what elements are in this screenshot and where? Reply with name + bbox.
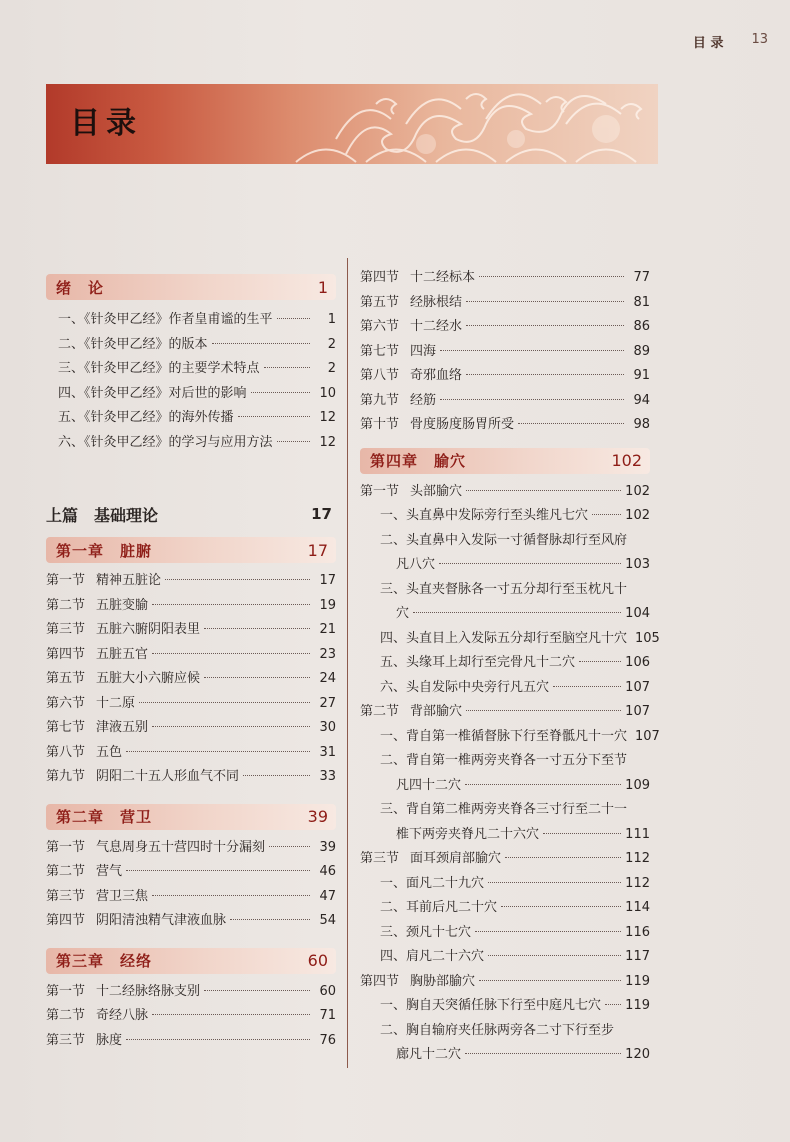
entry-title: 三、《针灸甲乙经》的主要学术特点: [58, 361, 260, 376]
toc-entry[interactable]: [46, 765, 336, 790]
dot-leader: [152, 1014, 310, 1015]
toc-entry[interactable]: [360, 266, 650, 291]
section-number: 第六节: [46, 695, 86, 711]
chapter-2-heading[interactable]: [46, 804, 336, 830]
section-number: 第八节: [46, 744, 86, 760]
dot-leader: [479, 276, 624, 277]
entry-page: 17: [319, 573, 336, 588]
column-divider: [347, 258, 348, 1068]
left-column: [46, 274, 336, 1053]
entry-page: 19: [319, 597, 336, 613]
chapter-2-list: [46, 836, 336, 934]
dot-leader: [440, 350, 624, 351]
toc-entry[interactable]: [46, 980, 336, 1005]
entry-page: 89: [633, 343, 650, 359]
entry-page: 12: [319, 434, 336, 450]
toc-subentry[interactable]: [360, 896, 650, 921]
page-number: 13: [751, 32, 768, 47]
entry-title: 营气: [96, 864, 123, 879]
dot-leader: [251, 392, 310, 393]
dot-leader: [466, 374, 624, 375]
entry-page: 39: [319, 839, 336, 855]
entry-title: 阴阳清浊精气津液血脉: [96, 913, 227, 928]
dot-leader: [543, 833, 621, 834]
toc-subentry-continued[interactable]: [360, 602, 650, 627]
dot-leader: [277, 441, 310, 442]
entry-page: 27: [319, 695, 336, 711]
toc-subentry[interactable]: [46, 333, 336, 358]
section-number: 第五节: [360, 294, 400, 310]
toc-entry[interactable]: [46, 594, 336, 619]
section-number: 第八节: [360, 368, 400, 383]
dot-leader: [126, 870, 310, 871]
chapter-page: 102: [611, 451, 642, 470]
entry-title: 五色: [96, 744, 123, 760]
entry-page: 103: [625, 557, 650, 572]
toc-entry[interactable]: [46, 716, 336, 741]
entry-title: 一、《针灸甲乙经》作者皇甫谧的生平: [58, 312, 273, 327]
entry-page: 76: [319, 1032, 336, 1048]
toc-entry[interactable]: [360, 389, 650, 414]
chapter-4-heading[interactable]: [360, 448, 650, 474]
toc-subentry[interactable]: [46, 308, 336, 333]
dot-leader: [152, 726, 310, 727]
entry-page: 2: [327, 361, 336, 376]
dot-leader: [439, 563, 621, 564]
entry-title: 十二经标本: [410, 270, 476, 285]
entry-title: 经筋: [410, 392, 437, 408]
toc-subentry[interactable]: [360, 651, 650, 676]
dot-leader: [605, 1004, 621, 1005]
entry-title: 三、头直夹督脉各一寸五分却行至玉枕凡十: [380, 581, 628, 597]
chapter-title: 第二章 营卫: [56, 808, 153, 826]
section-number: 第二节: [360, 704, 400, 719]
dot-leader: [440, 399, 624, 400]
section-number: 第四节: [46, 913, 86, 928]
entry-page: 111: [625, 826, 650, 842]
toc-subentry-continued[interactable]: [360, 553, 650, 578]
entry-page: 86: [633, 319, 650, 334]
section-page: 107: [625, 704, 650, 719]
dot-leader: [592, 514, 621, 515]
entry-title: 五、《针灸甲乙经》的海外传播: [58, 410, 234, 425]
toc-entry[interactable]: [360, 315, 650, 340]
toc-subentry[interactable]: [46, 357, 336, 382]
running-head: [693, 32, 768, 51]
section-number: 第一节: [46, 839, 86, 855]
entry-page: 102: [625, 508, 650, 523]
chapter-1-heading[interactable]: [46, 537, 336, 563]
entry-title: 四海: [410, 343, 437, 359]
section-title: 胸胁部腧穴: [410, 973, 476, 989]
chapter-page: 60: [307, 951, 328, 970]
section-title: 头部腧穴: [410, 483, 463, 499]
dot-leader: [269, 846, 310, 847]
toc-subentry[interactable]: [46, 431, 336, 456]
toc-subentry[interactable]: [46, 406, 336, 431]
chapter-title: 第三章 经络: [56, 952, 153, 970]
section-number: 第二节: [46, 1008, 86, 1023]
toc-subentry[interactable]: [360, 578, 650, 603]
dot-leader: [518, 423, 624, 424]
entry-title-continued: 凡四十二穴: [396, 777, 462, 793]
section-number: 第六节: [360, 319, 400, 334]
section-number: 第十节: [360, 417, 400, 432]
section-number: 第四节: [360, 973, 400, 989]
section-number: 第四节: [360, 270, 400, 285]
entry-page: 98: [633, 417, 650, 432]
entry-title: 一、胸自天突循任脉下行至中庭凡七穴: [380, 998, 602, 1013]
section-number: 第一节: [46, 983, 86, 999]
entry-page: 105: [635, 630, 660, 646]
section-number: 第二节: [46, 597, 86, 613]
section-number: 第三节: [46, 888, 86, 904]
dot-leader: [466, 325, 624, 326]
part-page: 17: [311, 505, 332, 523]
toc-entry[interactable]: [46, 885, 336, 910]
entry-page: 46: [319, 864, 336, 879]
entry-title: 四、肩凡二十六穴: [380, 949, 485, 964]
section-title: 面耳颈肩部腧穴: [410, 851, 502, 866]
toc-entry[interactable]: [46, 836, 336, 861]
toc-subentry[interactable]: [360, 749, 650, 774]
section-number: 第二节: [46, 864, 86, 879]
entry-title: 二、耳前后凡二十穴: [380, 900, 498, 915]
toc-subentry[interactable]: [360, 676, 650, 701]
toc-entry[interactable]: [46, 569, 336, 594]
toc-entry[interactable]: [46, 1004, 336, 1029]
entry-page: 33: [319, 769, 336, 784]
dot-leader: [230, 919, 310, 920]
entry-page: 114: [625, 900, 650, 915]
entry-page: 81: [633, 294, 650, 310]
toc-section[interactable]: [360, 700, 650, 725]
entry-page: 107: [625, 679, 650, 695]
dot-leader: [466, 301, 624, 302]
toc-section[interactable]: [360, 970, 650, 995]
right-column: [360, 266, 660, 1068]
section-page: 112: [625, 851, 650, 866]
section-2-list: [360, 725, 660, 848]
chapter-page: 39: [307, 807, 328, 826]
toc-subentry[interactable]: [360, 798, 650, 823]
entry-title: 三、背自第二椎两旁夹脊各三寸行至二十一: [380, 802, 628, 817]
section-number: 第九节: [46, 769, 86, 784]
intro-heading[interactable]: [46, 274, 336, 300]
chapter-3-list: [46, 980, 336, 1054]
section-number: 第三节: [46, 1032, 86, 1048]
dot-leader: [465, 784, 621, 785]
toc-section[interactable]: [360, 847, 650, 872]
chapter-1-list: [46, 569, 336, 790]
section-4-list: [360, 994, 650, 1068]
intro-list: [46, 308, 336, 455]
entry-page: 2: [327, 336, 336, 352]
entry-page: 119: [625, 998, 650, 1013]
entry-page: 104: [625, 606, 650, 621]
entry-title: 十二经水: [410, 319, 463, 334]
entry-title: 一、面凡二十九穴: [380, 875, 485, 891]
toc-subentry[interactable]: [360, 945, 650, 970]
toc-subentry[interactable]: [360, 725, 660, 750]
entry-title: 一、背自第一椎循督脉下行至脊骶凡十一穴: [380, 728, 628, 744]
dot-leader: [466, 490, 621, 491]
part-title: 上篇 基础理论: [46, 505, 159, 525]
toc-subentry[interactable]: [360, 1019, 650, 1044]
toc-entry[interactable]: [360, 413, 650, 438]
chapter-page: 17: [307, 540, 328, 560]
dot-leader: [501, 906, 621, 907]
entry-page: 120: [625, 1047, 650, 1062]
entry-page: 54: [319, 913, 336, 928]
section-number: 第三节: [46, 622, 86, 637]
entry-title: 二、背自第一椎两旁夹脊各一寸五分下至节: [380, 753, 628, 768]
entry-page: 106: [625, 655, 650, 670]
dot-leader: [466, 710, 621, 711]
dot-leader: [126, 1039, 310, 1040]
section-number: 第三节: [360, 851, 400, 866]
section-title: 背部腧穴: [410, 704, 463, 719]
toc-entry[interactable]: [46, 618, 336, 643]
entry-title: 二、《针灸甲乙经》的版本: [58, 336, 208, 352]
section-page: 102: [625, 483, 650, 499]
entry-page: 77: [633, 270, 650, 285]
entry-title: 脉度: [96, 1032, 123, 1048]
entry-page: 117: [625, 949, 650, 964]
dot-leader: [479, 980, 621, 981]
dot-leader: [277, 318, 310, 319]
dot-leader: [152, 653, 310, 654]
entry-title: 五脏五官: [96, 646, 149, 662]
section-3-list: [360, 872, 650, 970]
entry-page: 107: [635, 728, 660, 744]
toc-subentry[interactable]: [360, 872, 650, 897]
toc-subentry-continued[interactable]: [360, 774, 650, 799]
toc-entry[interactable]: [360, 364, 650, 389]
section-number: 第七节: [46, 720, 86, 735]
dot-leader: [579, 661, 621, 662]
toc-entry[interactable]: [46, 692, 336, 717]
toc-subentry-continued[interactable]: [360, 823, 650, 848]
entry-page: 21: [319, 622, 336, 637]
dot-leader: [212, 343, 310, 344]
entry-title: 津液五别: [96, 720, 149, 735]
entry-title: 十二原: [96, 695, 136, 711]
section-number: 第九节: [360, 392, 400, 408]
chapter-title: 第四章 腧穴: [370, 452, 467, 470]
toc-subentry[interactable]: [360, 529, 650, 554]
title-banner: [46, 84, 658, 164]
section-number: 第七节: [360, 343, 400, 359]
entry-page: 31: [319, 744, 336, 760]
entry-page: 112: [625, 875, 650, 891]
entry-title-continued: 穴: [396, 606, 410, 621]
chapter-title: 第一章 脏腑: [56, 541, 153, 560]
toc-section[interactable]: [360, 480, 650, 505]
entry-title: 一、头直鼻中发际旁行至头维凡七穴: [380, 508, 589, 523]
running-head-title: 目 录: [692, 36, 724, 51]
dot-leader: [139, 702, 310, 703]
dot-leader: [204, 628, 310, 629]
intro-heading-page: 1: [317, 277, 328, 297]
dot-leader: [238, 416, 310, 417]
toc-entry[interactable]: [360, 340, 650, 365]
entry-title: 四、《针灸甲乙经》对后世的影响: [58, 385, 247, 401]
dot-leader: [204, 677, 310, 678]
part-heading[interactable]: [46, 501, 336, 527]
section-1-list: [360, 504, 660, 700]
toc-entry[interactable]: [46, 909, 336, 934]
entry-page: 23: [319, 646, 336, 662]
entry-title: 四、头直目上入发际五分却行至脑空凡十穴: [380, 630, 628, 646]
entry-title: 六、《针灸甲乙经》的学习与应用方法: [58, 434, 273, 450]
entry-page: 60: [319, 983, 336, 999]
toc-subentry[interactable]: [360, 921, 650, 946]
toc-subentry[interactable]: [360, 627, 660, 652]
entry-title-continued: 椎下两旁夹脊凡二十六穴: [396, 826, 540, 842]
section-number: 第四节: [46, 646, 86, 662]
entry-page: 30: [319, 720, 336, 735]
entry-title: 三、颈凡十七穴: [380, 924, 472, 940]
toc-entry[interactable]: [46, 667, 336, 692]
entry-page: 116: [625, 924, 650, 940]
entry-page: 1: [327, 312, 336, 327]
section-number: 第五节: [46, 671, 86, 686]
dot-leader: [204, 990, 310, 991]
entry-title-continued: 廊凡十二穴: [396, 1047, 462, 1062]
dot-leader: [488, 955, 621, 956]
toc-entry[interactable]: [46, 860, 336, 885]
entry-title: 二、头直鼻中入发际一寸循督脉却行至风府: [380, 532, 628, 548]
dot-leader: [243, 775, 310, 776]
entry-title: 奇邪血络: [410, 368, 463, 383]
entry-title: 五、头缘耳上却行至完骨凡十二穴: [380, 655, 576, 670]
dot-leader: [413, 612, 621, 613]
dot-leader: [264, 367, 310, 368]
toc-subentry[interactable]: [360, 994, 650, 1019]
dot-leader: [505, 857, 621, 858]
entry-title: 精神五脏论: [96, 573, 162, 588]
dot-leader: [126, 751, 310, 752]
dot-leader: [152, 895, 310, 896]
dot-leader: [165, 579, 310, 580]
entry-title: 五脏变腧: [96, 597, 149, 613]
dot-leader: [152, 604, 310, 605]
entry-page: 109: [625, 777, 650, 793]
entry-title: 二、胸自输府夹任脉两旁各二寸下行至步: [380, 1022, 615, 1038]
entry-title: 阴阳二十五人形血气不同: [96, 769, 240, 784]
intro-heading-title: 绪 论: [56, 278, 105, 297]
toc-entry[interactable]: [46, 1029, 336, 1054]
section-number: 第一节: [360, 483, 400, 499]
entry-page: 47: [319, 888, 336, 904]
entry-title-continued: 凡八穴: [396, 557, 436, 572]
entry-page: 91: [633, 368, 650, 383]
dot-leader: [488, 882, 621, 883]
dot-leader: [553, 686, 621, 687]
entry-title: 十二经脉络脉支别: [96, 983, 201, 999]
dot-leader: [475, 931, 621, 932]
toc-entry[interactable]: [46, 643, 336, 668]
entry-title: 五脏大小六腑应候: [96, 671, 201, 686]
entry-page: 10: [319, 385, 336, 401]
entry-page: 12: [319, 410, 336, 425]
entry-title: 五脏六腑阴阳表里: [96, 622, 201, 637]
section-number: 第一节: [46, 573, 86, 588]
toc-subentry[interactable]: [360, 504, 650, 529]
chapter-3-heading[interactable]: [46, 948, 336, 974]
toc-entry[interactable]: [46, 741, 336, 766]
entry-title: 六、头自发际中央旁行凡五穴: [380, 679, 550, 695]
entry-page: 71: [319, 1008, 336, 1023]
entry-page: 94: [633, 392, 650, 408]
toc-subentry[interactable]: [46, 382, 336, 407]
section-page: 119: [625, 973, 650, 989]
entry-title: 营卫三焦: [96, 888, 149, 904]
entry-title: 奇经八脉: [96, 1008, 149, 1023]
entry-title: 骨度肠度肠胃所受: [410, 417, 515, 432]
dot-leader: [465, 1053, 621, 1054]
entry-title: 经脉根结: [410, 294, 463, 310]
toc-entry[interactable]: [360, 291, 650, 316]
chapter-3-continued-list: [360, 266, 650, 438]
entry-title: 气息周身五十营四时十分漏刻: [96, 839, 266, 855]
page-title: 目录: [70, 106, 142, 141]
entry-page: 24: [319, 671, 336, 686]
toc-subentry-continued[interactable]: [360, 1043, 650, 1068]
